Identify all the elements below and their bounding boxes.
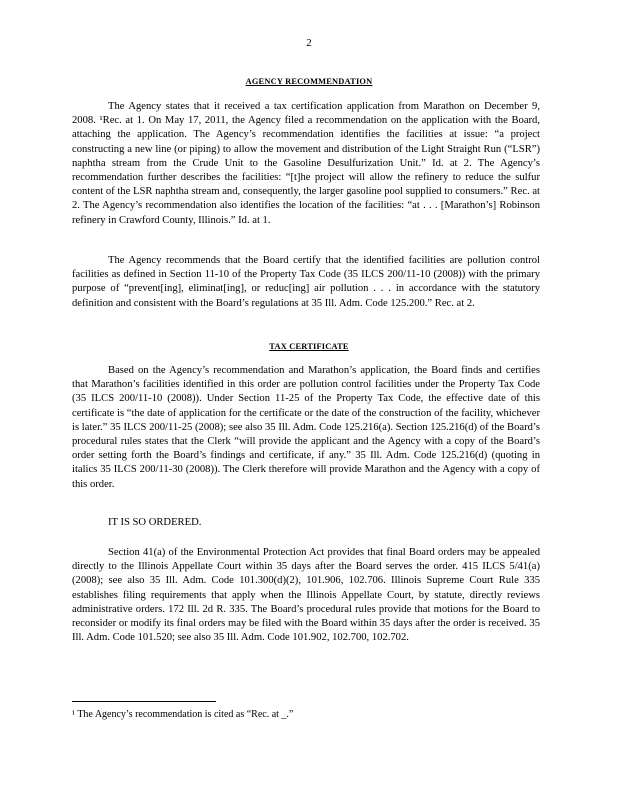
- page-number: 2: [306, 37, 312, 49]
- paragraph-appeal: Section 41(a) of the Environmental Protection Act provides that final Board orders may be appealed directly to the Illinois Appellate Court within 35 days after the Board serves the order. 415 ILCS 5/41(a) (2008); see also 35 Ill. Adm. Code 101.300(d)(2), 101.906, 102.706. Illinois Supreme Court Rule 335 establishes filing requirements that apply when the Illinois Appellate Court, by statute, directly reviews administrative orders. 172 Ill. 2d R. 335. The Board’s procedural rules provide that motions for the Board to reconsider or modify its final orders may be filed with the Board within 35 days after the order is received. 35 Ill. Adm. Code 101.520; see also 35 Ill. Adm. Code 101.902, 102.700, 102.702.: [72, 547, 540, 644]
- footnote-divider: [72, 701, 216, 702]
- paragraph-agency-recommends: The Agency recommends that the Board certify that the identified facilities are pollution control facilities as defined in Section 11-10 of the Property Tax Code (35 ILCS 200/11-10 (2008)) with the primary purpose of “prevent[ing], eliminat[ing], or reduc[ing] air pollution . . . in accordance with the statutory definition and consistent with the Board’s regulations at 35 Ill. Adm. Code 125.200.” Rec. at 2.: [72, 255, 540, 309]
- footnote: ¹ The Agency’s recommendation is cited as “Rec. at _.”: [72, 709, 294, 720]
- paragraph-agency-states: The Agency states that it received a tax certification application from Marathon on December 9, 2008. ¹Rec. at 1. On May 17, 2011, the Agency filed a recommendation on the application with the Board, attaching the application. The Agency’s recommendation identifies the facilities at issue: “a project constructing a new line (or piping) to allow the movement and distribution of the Light Straight Run (“LSR”) naphtha stream from the Crude Unit to the Gasoline Desulfurization Unit.” Id. at 2. The Agency’s recommendation further describes the facilities: “[t]he project will allow the refinery to reduce the sulfur content of the LSR naphtha stream and, consequently, the larger gasoline pool supplied to consumers.” Rec. at 2. The Agency’s recommendation also identifies the location of the facilities: “at . . . [Marathon’s] Robinson refinery in Crawford County, Illinois.” Id. at 1.: [72, 101, 540, 226]
- heading-agency-recommendation: AGENCY RECOMMENDATION: [245, 77, 373, 86]
- so-ordered: IT IS SO ORDERED.: [108, 517, 202, 528]
- heading-tax-certificate: TAX CERTIFICATE: [269, 342, 349, 351]
- paragraph-tax-certificate: Based on the Agency’s recommendation and Marathon’s application, the Board finds and certifies that Marathon’s facilities identified in this order are pollution control facilities under the Property Tax Code (35 ILCS 200/11-10 (2008)). Under Section 11-25 of the Property Tax Code, the effective date of this certificate is “the date of application for the certificate or the date of the construction of the facility, whichever is later.” 35 ILCS 200/11-25 (2008); see also 35 Ill. Adm. Code 125.216(a). Section 125.216(d) of the Board’s procedural rules states that the Clerk “will provide the applicant and the Agency with a copy of the Board’s order setting forth the Board’s findings and certificate, if any.” 35 Ill. Adm. Code 125.216(d) (quoting in italics 35 ILCS 200/11-30 (2008)). The Clerk therefore will provide Marathon and the Agency with a copy of this order.: [72, 365, 540, 490]
